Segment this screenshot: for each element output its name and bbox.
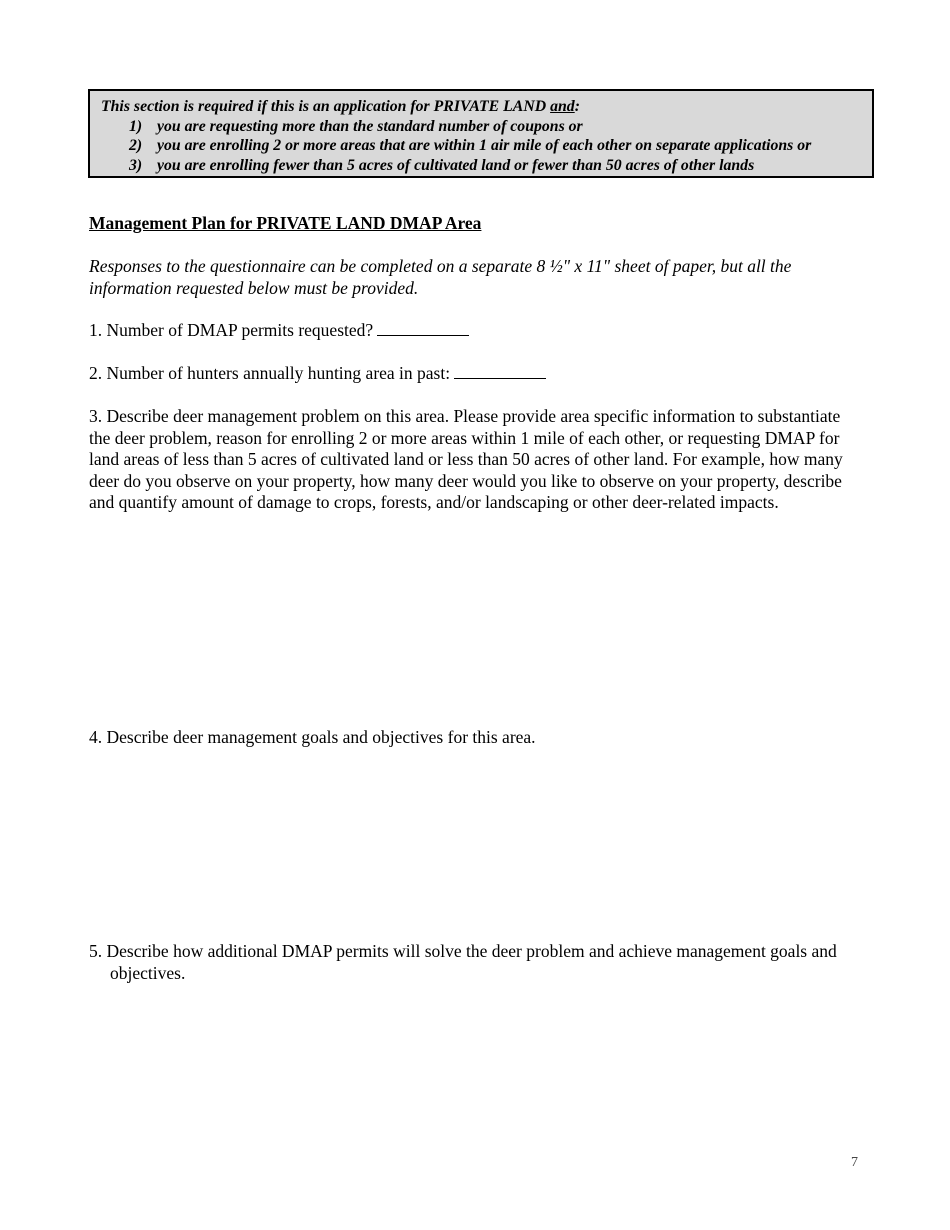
notice-condition-item: [101, 117, 872, 137]
question-1: [89, 320, 864, 342]
questionnaire-instructions: Responses to the questionnaire can be completed on a separate 8 ½" x 11" sheet of paper, but all the information requested below must be provided.: [89, 256, 792, 298]
notice-intro-end: :: [574, 98, 580, 115]
notice-condition-text: you are enrolling fewer than 5 acres of cultivated land or fewer than 50 acres of other lands: [157, 157, 755, 175]
notice-condition-number: 1): [129, 117, 143, 135]
question-1-text: 1. Number of DMAP permits requested?: [89, 320, 374, 340]
notice-condition-text: you are enrolling 2 or more areas that are within 1 air mile of each other on separate applications or: [157, 137, 812, 155]
permits-requested-answer-blank[interactable]: [377, 320, 469, 336]
notice-condition-text: you are requesting more than the standard number of coupons or: [157, 117, 583, 135]
required-section-notice: [88, 89, 874, 178]
notice-condition-item: [101, 156, 872, 176]
notice-intro-text: This section is required if this is an application for PRIVATE LAND: [101, 98, 551, 115]
notice-condition-item: [101, 136, 872, 156]
question-2-text: 2. Number of hunters annually hunting area in past:: [89, 363, 451, 383]
question-3: 3. Describe deer management problem on this area. Please provide area specific information to substantiate the deer problem, reason for enrolling 2 or more areas within 1 mile of each other, or requesting DMAP for land areas of less than 5 acres of cultivated land or less than 50 acres of other land. For example, how many deer do you observe on your property, how many deer would you like to observe on your property, describe and quantify amount of damage to crops, forests, and/or landscaping or other deer-related impacts.: [89, 406, 843, 513]
section-title: Management Plan for PRIVATE LAND DMAP Area: [89, 213, 482, 233]
notice-condition-number: 2): [129, 137, 143, 155]
question-5: 5. Describe how additional DMAP permits will solve the deer problem and achieve management goals and objectives.: [89, 941, 837, 983]
page-number: 7: [851, 1155, 858, 1170]
hunters-count-answer-blank[interactable]: [454, 363, 546, 379]
notice-condition-number: 3): [129, 157, 143, 175]
notice-intro-emphasis: and: [550, 98, 575, 115]
notice-intro: [101, 97, 872, 117]
notice-conditions-list: [101, 117, 872, 176]
question-2: [89, 363, 864, 385]
question-4: 4. Describe deer management goals and objectives for this area.: [89, 727, 536, 747]
